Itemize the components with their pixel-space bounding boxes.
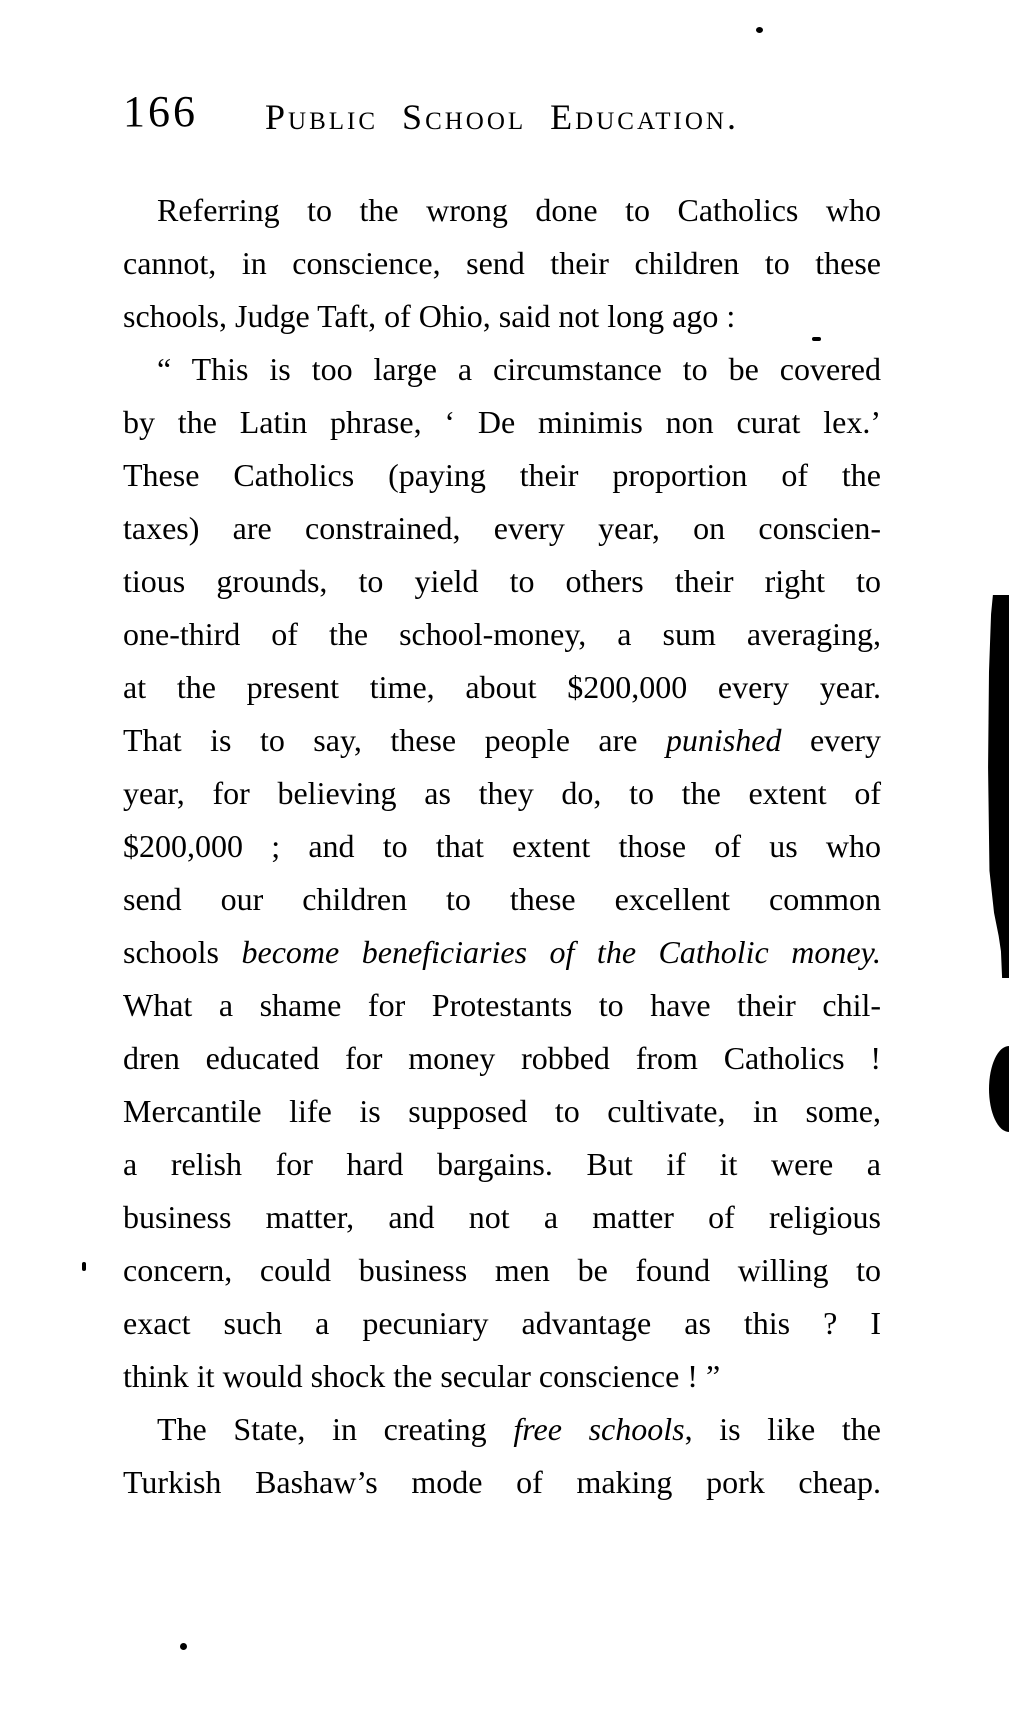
text-segment: schools, Judge Taft, of Ohio, said not long ago :: [123, 298, 736, 334]
text-segment: concern, could business men be found willing to: [123, 1252, 881, 1288]
page-text: [123, 184, 881, 1509]
scan-artifact-speck: [756, 27, 763, 33]
text-segment-italic: become beneficiaries of the Catholic money.: [241, 934, 882, 970]
text-segment: Referring to the wrong done to Catholics who: [157, 192, 881, 228]
text-line: [123, 184, 881, 237]
text-line: [123, 555, 881, 608]
text-line: [123, 449, 881, 502]
text-segment: What a shame for Protestants to have their chil-: [123, 987, 881, 1023]
text-segment: tious grounds, to yield to others their right to: [123, 563, 881, 599]
scan-artifact-speck: [180, 1643, 187, 1650]
text-line: [123, 873, 881, 926]
text-line: [123, 608, 881, 661]
text-line: [123, 1456, 881, 1509]
text-segment: Mercantile life is supposed to cultivate, in some,: [123, 1093, 881, 1129]
text-segment: think it would shock the secular conscience ! ”: [123, 1358, 721, 1394]
text-segment: schools: [123, 934, 242, 970]
text-segment: dren educated for money robbed from Catholics !: [123, 1040, 881, 1076]
text-line: [123, 1085, 881, 1138]
scan-artifact-speck: [82, 1262, 86, 1271]
text-segment: one-third of the school-money, a sum averaging,: [123, 616, 881, 652]
text-segment: send our children to these excellent common: [123, 881, 881, 917]
text-segment: $200,000 ; and to that extent those of us who: [123, 828, 881, 864]
text-line: [123, 1032, 881, 1085]
scan-artifact-speck: [812, 337, 821, 341]
text-line: [123, 1403, 881, 1456]
scan-artifact-blob: [989, 1046, 1009, 1132]
text-segment-italic: punished: [665, 722, 782, 758]
text-line: [123, 290, 881, 343]
text-segment: exact such a pecuniary advantage as this ? I: [123, 1305, 881, 1341]
text-segment: a relish for hard bargains. But if it were a: [123, 1146, 881, 1182]
text-line: [123, 343, 881, 396]
text-line: [123, 1297, 881, 1350]
text-segment-italic: free schools: [513, 1411, 685, 1447]
text-segment: every: [781, 722, 882, 758]
text-segment: by the Latin phrase, ‘ De minimis non curat lex.’: [123, 404, 881, 440]
running-title: Public School Education.: [265, 97, 739, 137]
text-line: [123, 237, 881, 290]
text-segment: year, for believing as they do, to the extent of: [123, 775, 881, 811]
text-line: [123, 1350, 881, 1403]
text-segment: Turkish Bashaw’s mode of making pork cheap.: [123, 1464, 881, 1500]
text-line: [123, 979, 881, 1032]
text-line: [123, 820, 881, 873]
text-segment: “ This is too large a circumstance to be covered: [157, 351, 881, 387]
text-segment: taxes) are constrained, every year, on conscien-: [123, 510, 881, 546]
text-line: [123, 502, 881, 555]
text-segment: at the present time, about $200,000 every year.: [123, 669, 881, 705]
text-segment: , is like the: [684, 1411, 882, 1447]
text-line: [123, 926, 881, 979]
text-line: [123, 714, 881, 767]
scan-artifact-bar: [986, 595, 1009, 978]
text-segment: business matter, and not a matter of religious: [123, 1199, 881, 1235]
text-segment: These Catholics (paying their proportion of the: [123, 457, 881, 493]
text-line: [123, 661, 881, 714]
text-line: [123, 1191, 881, 1244]
page-number: 166: [123, 87, 198, 136]
text-line: [123, 396, 881, 449]
text-segment: The State, in creating: [157, 1411, 514, 1447]
text-segment: cannot, in conscience, send their children to these: [123, 245, 881, 281]
text-line: [123, 1244, 881, 1297]
text-line: [123, 1138, 881, 1191]
text-line: [123, 767, 881, 820]
text-segment: That is to say, these people are: [123, 722, 666, 758]
